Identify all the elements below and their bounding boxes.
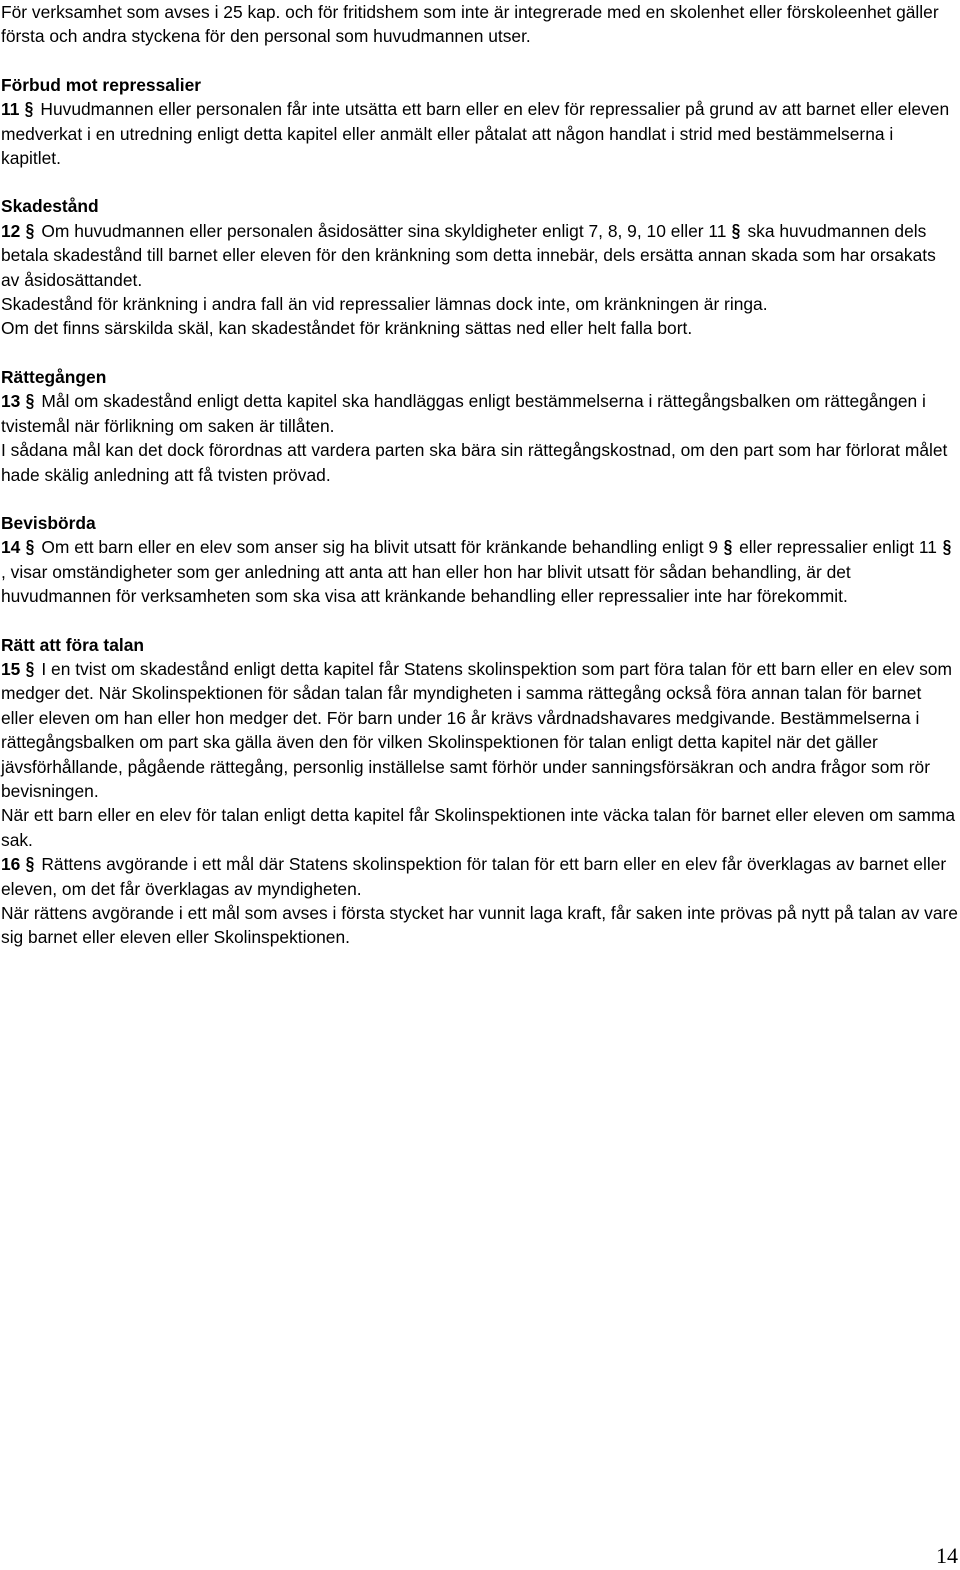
section-number-14: 14 <box>1 537 21 558</box>
paragraph-14-text: Om ett barn eller en elev som anser sig ha blivit utsatt för kränkande behandling enligt 9 <box>41 537 719 558</box>
section-sign-icon: § <box>26 220 35 241</box>
heading-ratt-att-fora-talan: Rätt att föra talan <box>1 634 145 655</box>
page-number: 14 <box>936 1543 958 1568</box>
intro-paragraph: För verksamhet som avses i 25 kap. och för fritidshem som inte är integrerade med en skolenhet eller förskoleenhet gäller första och andra styckena för den personal som huvudmannen utser. <box>1 2 939 47</box>
paragraph-12 <box>1 219 958 292</box>
section-sign-icon: § <box>26 537 35 558</box>
ratt-att-fora-talan-paragraph-3: När rättens avgörande i ett mål som avses i första stycket har vunnit laga kraft, får saken inte prövas på nytt på talan av vare sig barnet eller eleven eller Skolinspektionen. <box>1 903 958 948</box>
section-sign-icon: § <box>732 220 741 241</box>
paragraph-16 <box>1 852 958 901</box>
paragraph-12-text: Om huvudmannen eller personalen åsidosätter sina skyldigheter enligt 7, 8, 9, 10 eller 11 <box>41 220 727 241</box>
ratt-att-fora-talan-paragraph-2: När ett barn eller en elev för talan enligt detta kapitel får Skolinspektionen inte väcka talan för barnet eller eleven om samma sak. <box>1 805 956 850</box>
section-sign-icon: § <box>25 99 34 120</box>
heading-skadestand: Skadestånd <box>1 196 99 217</box>
skadestand-paragraph-2: Skadestånd för kränkning i andra fall än vid repressalier lämnas dock inte, om kränkningen är ringa. <box>1 294 768 315</box>
paragraph-13-text: Mål om skadestånd enligt detta kapitel ska handläggas enligt bestämmelserna i rättegångsbalken om rättegången i tvistemål när förlikning om saken är tillåten. <box>1 391 926 436</box>
heading-bevisborda: Bevisbörda <box>1 512 96 533</box>
section-sign-icon: § <box>26 658 35 679</box>
section-sign-icon: § <box>723 537 733 558</box>
section-sign-icon: § <box>26 391 35 412</box>
paragraph-14-text-mid: eller repressalier enligt 11 <box>739 537 937 558</box>
section-number-12: 12 <box>1 220 21 241</box>
paragraph-15 <box>1 657 958 803</box>
section-number-13: 13 <box>1 391 21 412</box>
section-number-15: 15 <box>1 658 21 679</box>
paragraph-14-text-end: , visar omständigheter som ger anledning att anta att han eller hon har blivit utsatt för sådan behandling, är det huvudmannen för verksamheten som ska visa att kränkande behandling eller repressalier inte har förekommit. <box>1 561 851 607</box>
paragraph-14 <box>1 535 958 608</box>
section-sign-icon: § <box>26 854 35 875</box>
section-number-16: 16 <box>1 854 21 875</box>
heading-forbud-mot-repressalier: Förbud mot repressalier <box>1 74 202 95</box>
paragraph-11-text: Huvudmannen eller personalen får inte utsätta ett barn eller en elev för repressalier på grund av att barnet eller eleven medverkat i en utredning enligt detta kapitel eller anmält eller påtalat att någon handlat i strid med bestämmelserna i kapitlet. <box>1 99 950 169</box>
skadestand-paragraph-3: Om det finns särskilda skäl, kan skadeståndet för kränkning sättas ned eller helt falla bort. <box>1 318 693 339</box>
paragraph-11 <box>1 97 958 170</box>
heading-rattegangen: Rättegången <box>1 366 107 387</box>
rattegangen-paragraph-2: I sådana mål kan det dock förordnas att vardera parten ska bära sin rättegångskostnad, om den part som har förlorat målet hade skälig anledning att få tvisten prövad. <box>1 440 948 485</box>
section-sign-icon: § <box>942 537 952 558</box>
paragraph-16-text: Rättens avgörande i ett mål där Statens skolinspektion för talan för ett barn eller en elev får överklagas av barnet eller eleven, om det får överklagas av myndigheten. <box>1 854 947 899</box>
paragraph-13 <box>1 389 958 438</box>
document-page <box>1 0 958 950</box>
paragraph-15-text: I en tvist om skadestånd enligt detta kapitel får Statens skolinspektion som part föra talan för ett barn eller en elev som medger det. När Skolinspektionen för sådan talan får myndigheten i samma rättegång också föra annan talan för barnet eller eleven om han eller hon medger det. För barn under 16 år krävs vårdnadshavares medgivande. Bestämmelserna i rättegångsbalken om part ska gälla även den för vilken Skolinspektionen för talan enligt detta kapitel när det gäller jävsförhållande, pågående rättegång, personlig inställelse samt förhör under sanningsförsäkran och andra frågor som rör bevisningen. <box>1 658 952 801</box>
paragraph-12-text-cont: ska huvudmannen dels betala skadestånd till barnet eller eleven för den kränkning som detta innebär, dels ersätta annan skada som har orsakats av åsidosättandet. <box>1 220 936 290</box>
section-number-11: 11 <box>1 99 20 120</box>
